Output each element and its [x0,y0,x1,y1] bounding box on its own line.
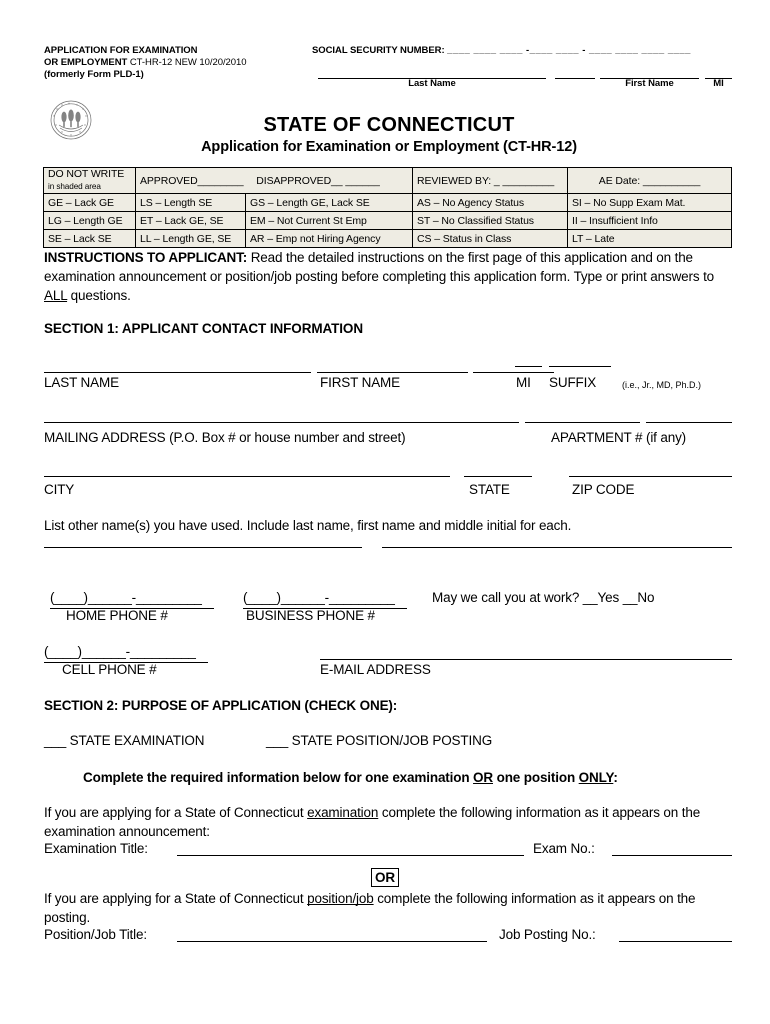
code-cell: LT – Late [568,230,732,248]
position-title-label: Position/Job Title: [44,927,147,942]
form-title-line1: APPLICATION FOR EXAMINATION [44,45,198,56]
mailing-address-label: MAILING ADDRESS (P.O. Box # or house number and street) [44,430,406,445]
page-header [44,45,734,100]
instructions-lead: INSTRUCTIONS TO APPLICANT: [44,250,248,265]
page-title: STATE OF CONNECTICUT [263,114,515,136]
position-title-input-line[interactable] [177,941,487,942]
apartment-label: APARTMENT # (if any) [551,430,687,445]
approved-field[interactable]: APPROVED________ [140,174,244,187]
office-use-table [43,167,732,248]
code-cell: CS – Status in Class [413,230,568,248]
code-cell: EM – Not Current St Emp [246,212,413,230]
job-posting-no-input-line[interactable] [619,941,732,942]
table-row [44,194,732,212]
pos-para-part1: If you are applying for a State of Connecticut [44,891,308,906]
exam-no-input-line[interactable] [612,855,732,856]
email-label: E-MAIL ADDRESS [320,662,431,677]
state-label: STATE [469,482,510,497]
position-instruction-paragraph [44,889,730,927]
page-subtitle: Application for Examination or Employment (CT-HR-12) [201,139,577,155]
instructions-text-part1: Read the detailed instructions on the first page of this application and on the examination announcement or position/job posting before completing this application form. Type or print answers to [44,250,715,284]
examination-title-label: Examination Title: [44,841,148,856]
suffix-hint: (i.e., Jr., MD, Ph.D.) [622,380,702,390]
cell-phone-label: CELL PHONE # [62,662,157,677]
other-names-prompt: List other name(s) you have used. Include last name, first name and middle initial for each. [44,518,572,533]
last-name-label: LAST NAME [44,375,119,390]
complete-note-or: OR [473,770,493,785]
header-last-name-label: Last Name [408,78,456,89]
exam-para-part2: complete the following information as it appears on the examination announcement: [44,805,701,839]
code-cell: II – Insufficient Info [568,212,732,230]
city-label: CITY [44,482,75,497]
exam-para-part1: If you are applying for a State of Connecticut [44,805,308,820]
state-input-line[interactable] [464,476,532,477]
pos-para-underlined: position/job [307,891,374,906]
instructions-text-part2: questions. [67,288,131,303]
header-mi-label: MI [713,78,724,89]
code-cell: GE – Lack GE [44,194,136,212]
city-input-line[interactable] [44,476,450,477]
section1-heading: SECTION 1: APPLICANT CONTACT INFORMATION [44,321,363,336]
mi-label: MI [516,375,531,390]
apartment-input-line[interactable] [525,422,640,423]
ssn-and-name-block [312,45,734,87]
complete-required-note [83,768,713,787]
table-row-header [44,168,732,194]
form-title-line2 [44,57,309,69]
form-title-line3: (formerly Form PLD-1) [44,69,144,81]
first-name-input-line[interactable] [317,372,468,373]
exam-no-label: Exam No.: [533,841,595,856]
or-divider-box: OR [371,868,399,887]
home-phone-label: HOME PHONE # [66,608,168,623]
section2-heading: SECTION 2: PURPOSE OF APPLICATION (CHECK ONE): [44,698,398,713]
home-phone-input[interactable]: (____)______-_________ [50,590,202,605]
header-first-name-label: First Name [625,78,674,89]
approved-disapproved-cell[interactable] [136,168,413,194]
code-cell: SI – No Supp Exam Mat. [568,194,732,212]
zip-input-line[interactable] [569,476,732,477]
option-state-examination[interactable]: ___ STATE EXAMINATION [44,733,205,748]
complete-note-part3: : [613,770,618,785]
code-cell: AR – Emp not Hiring Agency [246,230,413,248]
disapproved-field[interactable]: DISAPPROVED__ ______ [256,174,380,187]
header-name-rules [312,67,734,87]
other-names-input-line-1[interactable] [44,547,362,548]
form-number-and-date: CT-HR-12 NEW 10/20/2010 [129,57,247,69]
table-row [44,212,732,230]
instructions-underlined-word: ALL [44,288,68,303]
code-cell: AS – No Agency Status [413,194,568,212]
reviewed-by-cell[interactable]: REVIEWED BY: _ _________ [413,168,568,194]
exam-para-underlined: examination [307,805,379,820]
form-title-line2-bold: OR EMPLOYMENT [44,57,128,69]
complete-note-only: ONLY [578,770,614,785]
job-posting-no-label: Job Posting No.: [499,927,596,942]
name-extra-input-line[interactable] [473,372,554,373]
header-middle-gap-rule[interactable] [555,67,595,79]
last-name-input-line[interactable] [44,372,311,373]
call-at-work-question[interactable]: May we call you at work? __Yes __No [432,590,655,605]
suffix-label: SUFFIX [549,375,597,390]
business-phone-input[interactable]: (____)______-_________ [243,590,395,605]
code-cell: ET – Lack GE, SE [136,212,246,230]
mailing-address-input-line[interactable] [44,422,519,423]
business-phone-label: BUSINESS PHONE # [246,608,375,623]
code-cell: LL – Length GE, SE [136,230,246,248]
code-cell: LS – Length SE [136,194,246,212]
do-not-write-line1: DO NOT WRITE [48,168,125,180]
examination-title-input-line[interactable] [177,855,524,856]
do-not-write-line2: in shaded area [48,181,101,191]
table-row [44,230,732,248]
code-cell: GS – Length GE, Lack SE [246,194,413,212]
ssn-label: SOCIAL SECURITY NUMBER: [312,45,445,56]
examination-instruction-paragraph [44,803,730,841]
ae-date-cell[interactable]: AE Date: __________ [568,168,732,194]
complete-note-part1: Complete the required information below for one examination [83,770,474,785]
mi-input-line[interactable] [515,366,542,367]
first-name-label: FIRST NAME [320,375,401,390]
form-identifier-block [44,45,309,82]
cell-phone-input[interactable]: (____)______-_________ [44,644,196,659]
apartment-extra-input-line[interactable] [646,422,732,423]
do-not-write-cell [44,168,136,194]
zip-code-label: ZIP CODE [572,482,635,497]
ssn-input-blanks[interactable]: ____ ____ ____ -____ ____ - ____ ____ ____ ____ [447,45,691,56]
complete-note-part2: one position [493,770,579,785]
instructions-paragraph [44,248,730,305]
code-cell: SE – Lack SE [44,230,136,248]
code-cell: LG – Length GE [44,212,136,230]
other-names-input-line-2[interactable] [382,547,732,548]
option-state-position[interactable]: ___ STATE POSITION/JOB POSTING [266,733,493,748]
email-input-line[interactable] [320,659,732,660]
ssn-row [312,45,734,56]
code-cell: ST – No Classified Status [413,212,568,230]
pos-para-part2: complete the following information as it appears on the posting. [44,891,696,925]
suffix-input-line[interactable] [549,366,611,367]
